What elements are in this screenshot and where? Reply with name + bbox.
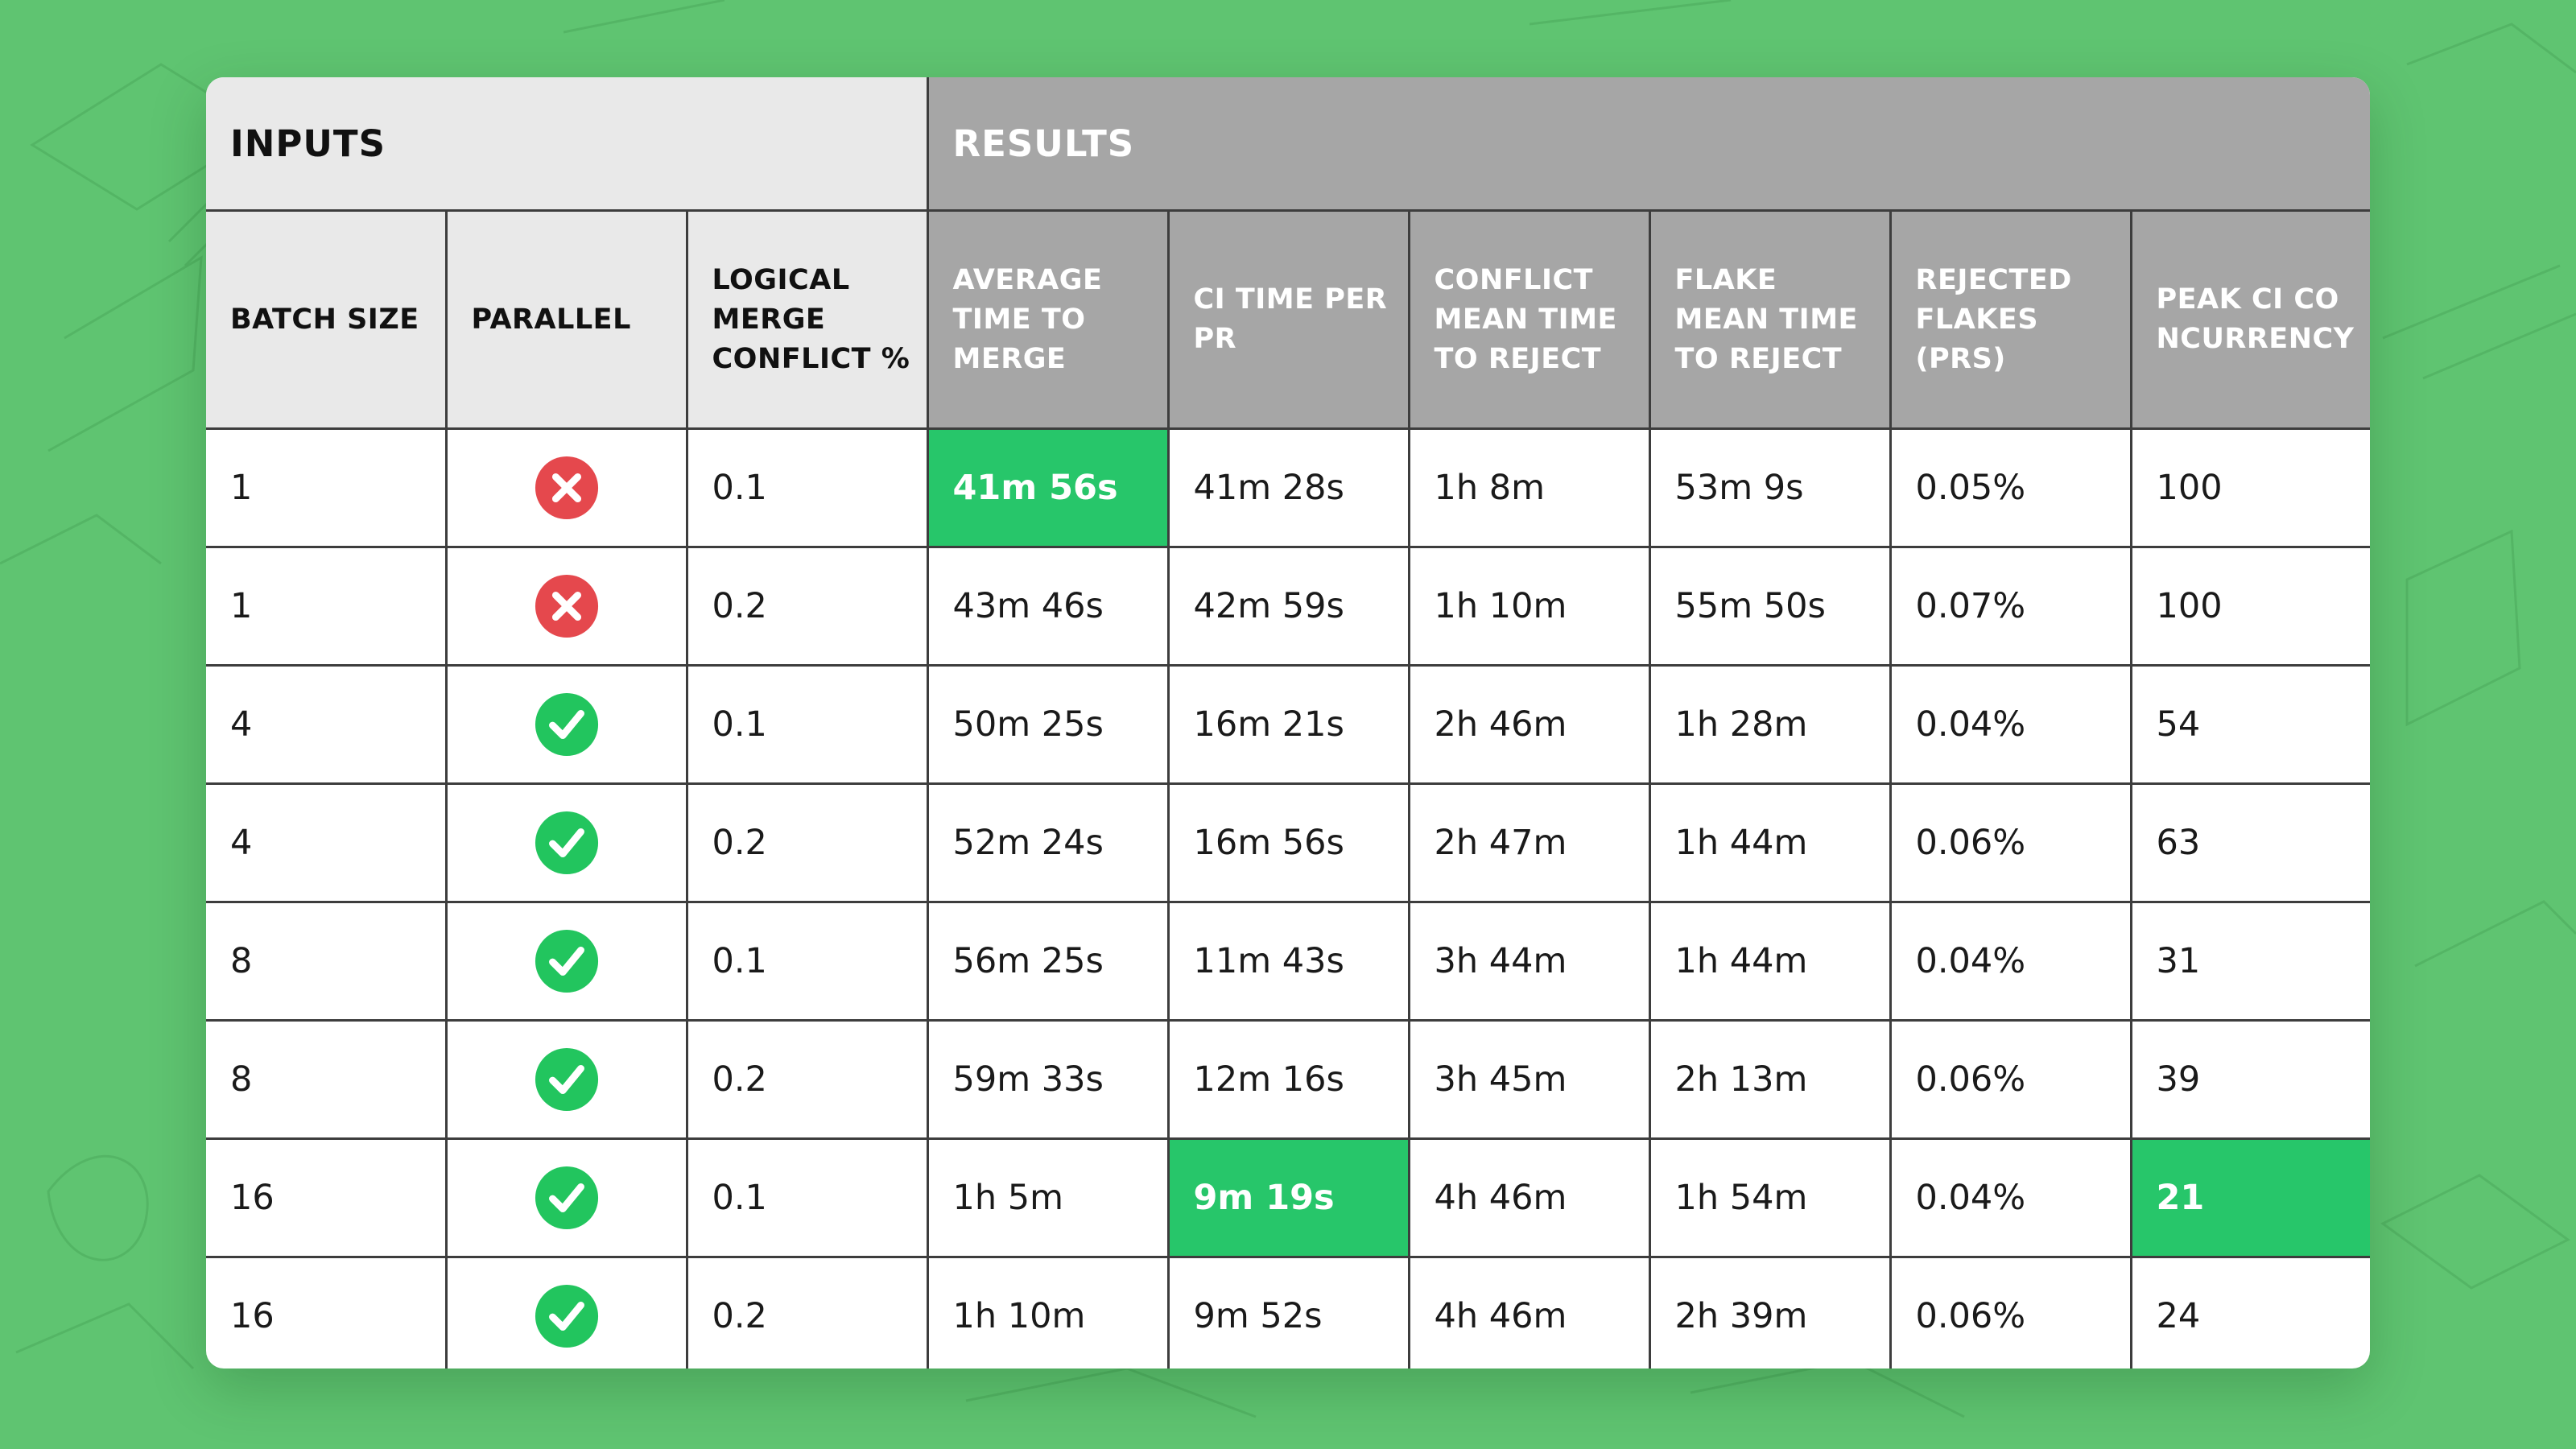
cell-rejected-flakes: 0.04% [1890,902,2131,1021]
table-row [206,1139,2370,1257]
table-row [206,902,2370,1021]
cell-conflict-mean-time-to-reject: 4h 46m [1409,1257,1649,1369]
results-table-card [206,77,2370,1368]
cell-ci-time-per-pr: 11m 43s [1168,902,1409,1021]
check-circle-icon [534,1046,600,1113]
cell-rejected-flakes: 0.04% [1890,666,2131,784]
cell-flake-mean-time-to-reject: 1h 44m [1649,902,1890,1021]
cell-ci-time-per-pr: 9m 52s [1168,1257,1409,1369]
cell-average-time-to-merge: 1h 10m [927,1257,1168,1369]
cell-peak-ci-concurrency: 24 [2131,1257,2370,1369]
col-header-parallel: PARALLEL [446,211,687,429]
cell-rejected-flakes: 0.07% [1890,547,2131,666]
col-header-average-time-to-merge: AVERAGE TIME TO MERGE [927,211,1168,429]
cell-conflict-mean-time-to-reject: 4h 46m [1409,1139,1649,1257]
cell-peak-ci-concurrency: 63 [2131,784,2370,902]
cell-peak-ci-concurrency: 39 [2131,1021,2370,1139]
table-row [206,547,2370,666]
cell-ci-time-per-pr: 42m 59s [1168,547,1409,666]
table-row [206,1257,2370,1369]
check-circle-icon [534,810,600,876]
cell-logical-merge-conflict: 0.1 [687,666,927,784]
cell-parallel [446,784,687,902]
col-header-batch-size: BATCH SIZE [206,211,446,429]
cell-logical-merge-conflict: 0.1 [687,1139,927,1257]
cell-batch-size: 16 [206,1257,446,1369]
cell-average-time-to-merge: 1h 5m [927,1139,1168,1257]
cell-logical-merge-conflict: 0.2 [687,784,927,902]
cell-batch-size: 8 [206,902,446,1021]
cell-flake-mean-time-to-reject: 1h 44m [1649,784,1890,902]
merge-queue-results-table [206,77,2370,1368]
cell-rejected-flakes: 0.04% [1890,1139,2131,1257]
cell-logical-merge-conflict: 0.2 [687,1021,927,1139]
cell-conflict-mean-time-to-reject: 3h 45m [1409,1021,1649,1139]
check-circle-icon [534,691,600,758]
cell-ci-time-per-pr: 9m 19s [1168,1139,1409,1257]
inputs-group-header: INPUTS [206,77,927,211]
cell-peak-ci-concurrency: 100 [2131,429,2370,547]
check-circle-icon [534,1165,600,1231]
cell-peak-ci-concurrency: 31 [2131,902,2370,1021]
cell-flake-mean-time-to-reject: 2h 39m [1649,1257,1890,1369]
cell-average-time-to-merge: 41m 56s [927,429,1168,547]
col-header-ci-time-per-pr: CI TIME PER PR [1168,211,1409,429]
cell-parallel [446,1257,687,1369]
cell-average-time-to-merge: 52m 24s [927,784,1168,902]
cell-average-time-to-merge: 43m 46s [927,547,1168,666]
col-header-peak-ci-concurrency: PEAK CI CONCURRENCY [2131,211,2370,429]
cell-flake-mean-time-to-reject: 1h 28m [1649,666,1890,784]
cell-batch-size: 4 [206,666,446,784]
cell-logical-merge-conflict: 0.1 [687,429,927,547]
cell-flake-mean-time-to-reject: 53m 9s [1649,429,1890,547]
cell-peak-ci-concurrency: 100 [2131,547,2370,666]
cell-rejected-flakes: 0.06% [1890,1257,2131,1369]
cell-logical-merge-conflict: 0.2 [687,547,927,666]
cell-flake-mean-time-to-reject: 1h 54m [1649,1139,1890,1257]
table-row [206,1021,2370,1139]
cell-average-time-to-merge: 56m 25s [927,902,1168,1021]
cell-batch-size: 1 [206,547,446,666]
col-header-flake-mean-time-to-reject: FLAKE MEAN TIME TO REJECT [1649,211,1890,429]
table-row [206,784,2370,902]
cell-average-time-to-merge: 50m 25s [927,666,1168,784]
cell-flake-mean-time-to-reject: 55m 50s [1649,547,1890,666]
cell-conflict-mean-time-to-reject: 1h 10m [1409,547,1649,666]
cell-flake-mean-time-to-reject: 2h 13m [1649,1021,1890,1139]
x-circle-icon [534,455,600,521]
cell-rejected-flakes: 0.06% [1890,1021,2131,1139]
cell-logical-merge-conflict: 0.2 [687,1257,927,1369]
cell-logical-merge-conflict: 0.1 [687,902,927,1021]
cell-parallel [446,1139,687,1257]
cell-conflict-mean-time-to-reject: 2h 46m [1409,666,1649,784]
cell-parallel [446,547,687,666]
cell-conflict-mean-time-to-reject: 2h 47m [1409,784,1649,902]
cell-ci-time-per-pr: 16m 21s [1168,666,1409,784]
cell-rejected-flakes: 0.06% [1890,784,2131,902]
cell-ci-time-per-pr: 16m 56s [1168,784,1409,902]
cell-peak-ci-concurrency: 21 [2131,1139,2370,1257]
table-row [206,666,2370,784]
cell-parallel [446,1021,687,1139]
cell-average-time-to-merge: 59m 33s [927,1021,1168,1139]
check-circle-icon [534,1283,600,1349]
cell-parallel [446,902,687,1021]
cell-peak-ci-concurrency: 54 [2131,666,2370,784]
col-header-logical-merge-conflict: LOGICAL MERGE CONFLICT % [687,211,927,429]
cell-parallel [446,666,687,784]
cell-batch-size: 16 [206,1139,446,1257]
cell-parallel [446,429,687,547]
cell-conflict-mean-time-to-reject: 3h 44m [1409,902,1649,1021]
cell-batch-size: 4 [206,784,446,902]
col-header-conflict-mean-time-to-reject: CONFLICT MEAN TIME TO REJECT [1409,211,1649,429]
cell-ci-time-per-pr: 12m 16s [1168,1021,1409,1139]
table-row [206,429,2370,547]
results-group-header: RESULTS [927,77,2370,211]
col-header-rejected-flakes: REJECTED FLAKES (PRS) [1890,211,2131,429]
cell-batch-size: 8 [206,1021,446,1139]
cell-conflict-mean-time-to-reject: 1h 8m [1409,429,1649,547]
cell-batch-size: 1 [206,429,446,547]
x-circle-icon [534,573,600,639]
cell-rejected-flakes: 0.05% [1890,429,2131,547]
cell-ci-time-per-pr: 41m 28s [1168,429,1409,547]
check-circle-icon [534,928,600,994]
